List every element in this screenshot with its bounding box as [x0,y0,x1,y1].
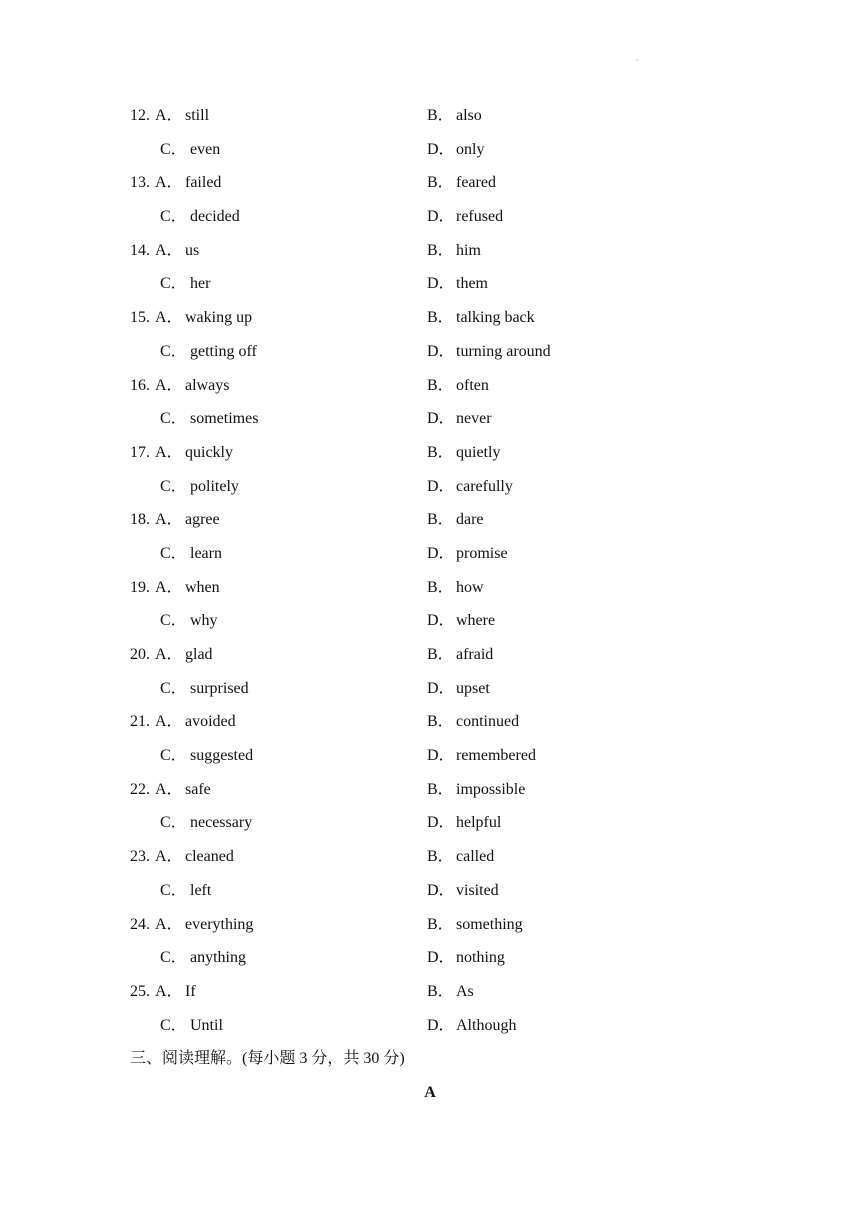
question-row-continued [0,402,860,436]
question-row-continued [0,133,860,167]
option-label-b: B． [427,309,454,327]
option-label-d: D． [427,275,455,293]
option-label-b: B． [427,443,454,461]
option-label-b: B． [427,241,454,259]
question-row [0,99,860,133]
question-row [0,301,860,335]
option-label-b: B． [427,646,454,663]
question-number: 18. [130,511,150,529]
question-number: 17. [130,443,150,461]
option-a: everything [185,915,254,933]
option-label-b: B． [427,780,454,798]
question-row [0,166,860,200]
option-d: turning around [456,342,551,360]
option-d: only [456,140,485,158]
option-label-c: C． [160,342,187,360]
option-label-b: B． [427,376,454,394]
option-d: nothing [456,949,505,967]
option-b: something [456,915,523,933]
option-a: waking up [185,309,253,327]
option-c: Until [190,1016,223,1034]
question-row [0,503,860,537]
question-row-continued [0,806,860,840]
question-row-continued [0,200,860,234]
option-a: glad [185,646,213,663]
option-label-d: D． [427,1016,455,1034]
option-b: impossible [456,780,526,798]
option-label-b: B． [427,915,454,933]
option-label-c: C． [160,747,187,765]
question-row [0,571,860,605]
option-b: how [456,578,484,596]
question-row [0,436,860,470]
question-row [0,773,860,807]
option-c: anything [190,949,246,967]
option-a: failed [185,174,222,192]
question-number: 12. [130,107,150,124]
option-label-a: A． [155,848,183,866]
option-d: helpful [456,814,502,832]
option-label-a: A． [155,578,183,596]
question-number: 14. [130,241,150,259]
option-label-a: A． [155,376,183,394]
option-label-c: C． [160,208,187,226]
question-number: 23. [130,848,150,866]
option-a: safe [185,780,211,798]
option-label-b: B． [427,578,454,596]
option-label-b: B． [427,511,454,529]
option-label-c: C． [160,275,187,293]
question-number: 22. [130,780,150,798]
option-c: surprised [190,679,249,697]
question-row-continued [0,537,860,571]
option-label-b: B． [427,848,454,866]
option-label-d: D． [427,747,455,765]
option-label-b: B． [427,982,454,1000]
question-row [0,840,860,874]
option-d: them [456,275,488,293]
question-number: 25. [130,982,150,1000]
option-c: suggested [190,747,254,765]
option-b: quietly [456,443,501,461]
question-row-continued [0,604,860,638]
option-label-d: D． [427,949,455,967]
option-d: never [456,410,492,428]
option-label-d: D． [427,208,455,226]
option-a: when [185,578,220,596]
option-label-c: C． [160,477,187,495]
option-c: getting off [190,342,257,360]
question-number: 24. [130,915,150,933]
option-a: avoided [185,713,236,731]
option-b: feared [456,174,496,192]
option-label-a: A． [155,982,183,1000]
option-c: why [190,612,218,630]
passage-label: A [424,1084,436,1101]
option-b: afraid [456,646,494,663]
option-label-a: A． [155,780,183,798]
option-b: often [456,376,489,394]
option-label-d: D． [427,881,455,899]
question-row [0,705,860,739]
question-row-continued [0,941,860,975]
option-label-a: A． [155,107,183,124]
question-row [0,975,860,1009]
option-d: promise [456,544,508,562]
option-d: carefully [456,477,513,495]
option-label-a: A． [155,309,183,327]
option-label-c: C． [160,814,187,832]
option-label-a: A． [155,174,183,192]
option-b: him [456,241,481,259]
option-label-b: B． [427,107,454,124]
option-label-b: B． [427,174,454,192]
option-label-d: D． [427,140,455,158]
option-d: where [456,612,496,630]
option-label-a: A． [155,646,183,663]
option-label-c: C． [160,881,187,899]
section-heading: 三、阅读理解。(每小题 3 分，共 30 分) [130,1050,405,1067]
option-c: decided [190,208,240,226]
option-d: Although [456,1016,517,1034]
option-label-d: D． [427,544,455,562]
question-row [0,908,860,942]
question-number: 16. [130,376,150,394]
option-a: always [185,376,230,394]
option-label-d: D． [427,612,455,630]
question-list [0,99,860,1042]
option-label-a: A． [155,241,183,259]
option-c: left [190,881,212,899]
option-label-a: A． [155,511,183,529]
question-row-continued [0,739,860,773]
option-b: dare [456,511,484,529]
option-b: also [456,107,482,124]
option-b: continued [456,713,520,731]
option-d: remembered [456,747,536,765]
option-label-c: C． [160,612,187,630]
option-b: As [456,982,474,1000]
option-label-c: C． [160,544,187,562]
option-label-c: C． [160,1016,187,1034]
option-a: agree [185,511,220,529]
option-a: still [185,107,210,124]
option-label-c: C． [160,949,187,967]
question-row-continued [0,335,860,369]
option-label-d: D． [427,814,455,832]
option-label-c: C． [160,140,187,158]
option-a: quickly [185,443,233,461]
option-label-a: A． [155,915,183,933]
option-label-d: D． [427,477,455,495]
option-label-b: B． [427,713,454,731]
option-c: her [190,275,211,293]
option-a: cleaned [185,848,234,866]
option-d: visited [456,881,499,899]
option-label-a: A． [155,443,183,461]
question-row-continued [0,672,860,706]
question-row-continued [0,1009,860,1043]
option-c: even [190,140,221,158]
question-row-continued [0,267,860,301]
option-label-c: C． [160,679,187,697]
option-c: sometimes [190,410,259,428]
option-c: politely [190,477,239,495]
question-row-continued [0,470,860,504]
option-label-c: C． [160,410,187,428]
option-a: us [185,241,200,259]
question-row-continued [0,874,860,908]
option-label-d: D． [427,410,455,428]
option-c: learn [190,544,222,562]
option-label-d: D． [427,679,455,697]
option-b: talking back [456,309,535,327]
question-row [0,369,860,403]
option-a: If [185,982,196,1000]
option-b: called [456,848,495,866]
question-number: 19. [130,578,150,596]
question-row [0,234,860,268]
header-mark: · [636,56,639,65]
option-label-a: A． [155,713,183,731]
option-c: necessary [190,814,253,832]
question-row [0,638,860,672]
question-number: 20. [130,646,150,663]
question-number: 21. [130,713,150,731]
option-d: refused [456,208,504,226]
question-number: 15. [130,309,150,327]
option-label-d: D． [427,342,455,360]
option-d: upset [456,679,490,697]
question-number: 13. [130,174,150,192]
